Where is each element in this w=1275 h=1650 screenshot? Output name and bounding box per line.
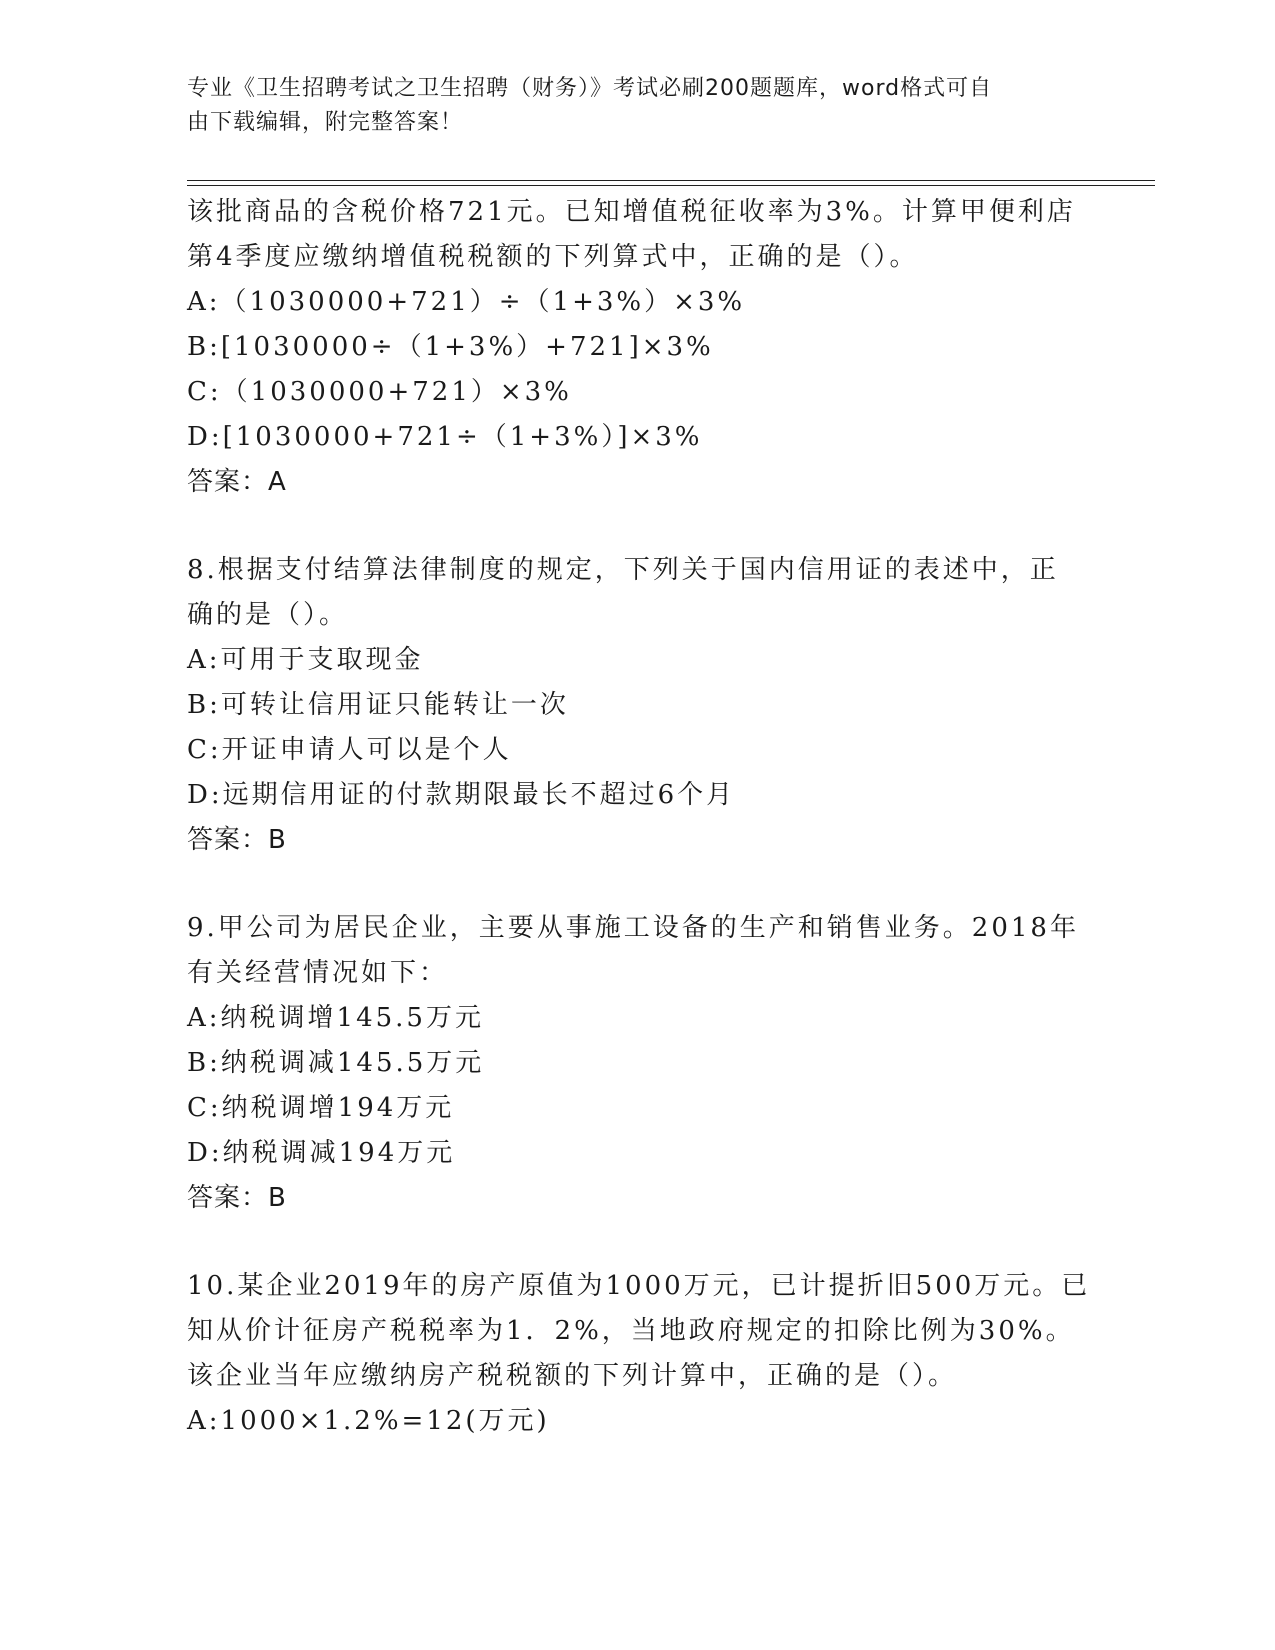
question-stem: 第4季度应缴纳增值税税额的下列算式中，正确的是（）。: [187, 242, 919, 272]
header-divider-bottom: [187, 185, 1155, 186]
option-b: B:[1030000÷（1+3%）+721]×3%: [187, 332, 714, 362]
answer-label: 答案：B: [187, 1183, 287, 1213]
option-a: A:（1030000+721）÷（1+3%）×3%: [187, 287, 746, 317]
question-stem: 确的是（）。: [187, 600, 349, 630]
option-d: D:远期信用证的付款期限最长不超过6个月: [187, 780, 736, 810]
question-10: [187, 1264, 1091, 1444]
question-stem: 10.某企业2019年的房产原值为1000万元，已计提折旧500万元。已: [187, 1271, 1091, 1301]
header-title-line2: 由下载编辑，附完整答案！: [187, 110, 464, 135]
spacer: [187, 863, 1087, 906]
document-header: [187, 72, 1067, 140]
option-b: B:可转让信用证只能转让一次: [187, 690, 569, 720]
question-stem: 9.甲公司为居民企业，主要从事施工设备的生产和销售业务。2018年: [187, 913, 1079, 943]
question-7: [187, 190, 1087, 505]
option-d: D:纳税调减194万元: [187, 1138, 456, 1168]
question-stem: 该企业当年应缴纳房产税税额的下列计算中，正确的是（）。: [187, 1361, 958, 1391]
option-c: C:开证申请人可以是个人: [187, 735, 512, 765]
option-c: C:（1030000+721）×3%: [187, 377, 572, 407]
question-stem: 知从价计征房产税税率为1．2%，当地政府规定的扣除比例为30%。: [187, 1316, 1075, 1346]
option-a: A:1000×1.2%=12(万元): [187, 1406, 550, 1436]
question-stem: 该批商品的含税价格721元。已知增值税征收率为3%。计算甲便利店: [187, 197, 1076, 227]
spacer: [187, 1221, 1087, 1264]
header-divider-top: [187, 180, 1155, 181]
question-8: [187, 548, 1087, 863]
spacer: [187, 505, 1087, 548]
answer-label: 答案：B: [187, 825, 287, 855]
option-d: D:[1030000+721÷（1+3%）]×3%: [187, 422, 703, 452]
answer-label: 答案：A: [187, 467, 287, 497]
question-stem: 有关经营情况如下：: [187, 958, 449, 988]
option-a: A:纳税调增145.5万元: [187, 1003, 484, 1033]
header-title-line1: 专业《卫生招聘考试之卫生招聘（财务）》考试必刷200题题库，word格式可自: [187, 76, 993, 101]
question-stem: 8.根据支付结算法律制度的规定，下列关于国内信用证的表述中，正: [187, 555, 1059, 585]
question-content: [187, 190, 1091, 1444]
option-a: A:可用于支取现金: [187, 645, 424, 675]
option-c: C:纳税调增194万元: [187, 1093, 455, 1123]
question-9: [187, 906, 1087, 1221]
option-b: B:纳税调减145.5万元: [187, 1048, 485, 1078]
